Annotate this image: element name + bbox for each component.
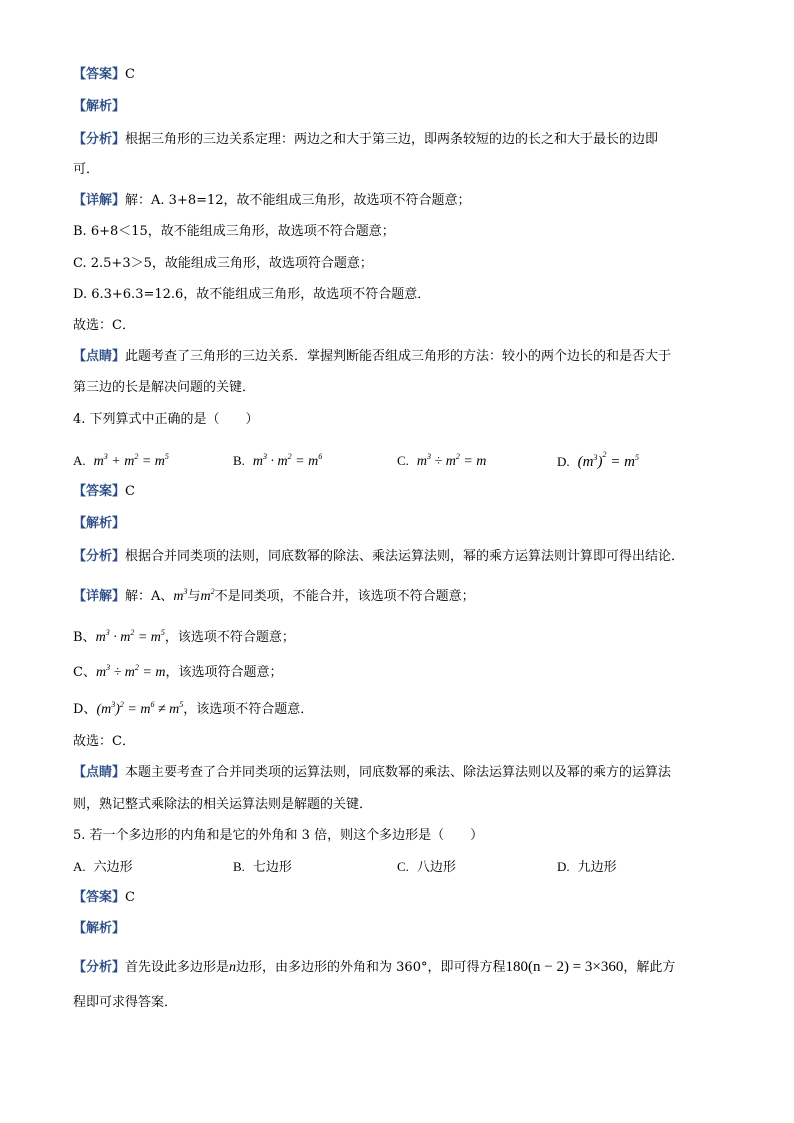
fenxi-text: 根据合并同类项的法则，同底数幂的除法、乘法运算法则，幂的乘方运算法则计算即可得出结论． bbox=[125, 549, 685, 564]
answer-tag: 【答案】 bbox=[73, 890, 126, 905]
b-suffix: ，该选项不符合题意； bbox=[164, 630, 295, 645]
q5-option-c bbox=[397, 858, 456, 877]
fenxi-part3: ，解此方 bbox=[623, 960, 676, 975]
option-label: B. bbox=[233, 859, 245, 874]
fenxi-equation: 180(n − 2) = 3×360 bbox=[505, 959, 624, 975]
xiangjie-tag: 【详解】 bbox=[73, 589, 126, 604]
q4-xiangjie-d: D、$(m^3)^2 = m^6 \ne m^5$，该选项不符合题意． bbox=[73, 700, 314, 717]
fenxi-part2: 边形，由多边形的外角和为 360°，即可得方程 bbox=[236, 960, 506, 975]
fenxi-tag: 【分析】 bbox=[73, 549, 126, 564]
q4-option-d: D. $(m^3)^2 = m^5$ bbox=[557, 450, 639, 470]
dianjing-tag: 【点睛】 bbox=[73, 349, 126, 364]
option-label: A. bbox=[73, 453, 86, 468]
q4-option-b: B. $m^3 \cdot m^2 = m^6$ bbox=[233, 452, 323, 469]
analysis-tag: 【解析】 bbox=[73, 921, 126, 936]
q4-question: 4. 下列算式中正确的是（ ） bbox=[73, 412, 259, 427]
q5-answer-line bbox=[73, 889, 135, 907]
q4-fenxi bbox=[73, 548, 684, 566]
dianjing-text: 此题考查了三角形的三边关系．掌握判断能否组成三角形的方法：较小的两个边长的和是否大于 bbox=[125, 349, 672, 364]
d-suffix: ，该选项不符合题意． bbox=[183, 702, 314, 717]
q4-answer-line bbox=[73, 483, 135, 501]
dianjing-tag: 【点睛】 bbox=[73, 765, 126, 780]
d-prefix: D、 bbox=[73, 702, 97, 717]
answer-value: C bbox=[125, 484, 135, 499]
q3-answer-line bbox=[73, 66, 135, 84]
c-prefix: C、 bbox=[73, 665, 96, 680]
q3-analysis-heading bbox=[73, 98, 125, 116]
fenxi-tag: 【分析】 bbox=[73, 132, 126, 147]
q4-xiangjie-b: B、$m^3 \cdot m^2 = m^5$，该选项不符合题意； bbox=[73, 628, 295, 645]
q3-dianjing-line1 bbox=[73, 348, 671, 366]
c-suffix: ，该选项符合题意； bbox=[165, 665, 283, 680]
xiangjie-mid: 与 bbox=[187, 589, 201, 604]
q4-option-a: A. $m^3 + m^2 = m^5$ bbox=[73, 452, 169, 469]
q4-xiangjie-c: C、$m^3 \div m^2 = m$，该选项符合题意； bbox=[73, 663, 283, 680]
answer-value: C bbox=[125, 67, 135, 82]
xiangjie-text: 解：A. 3+8=12，故不能组成三角形，故选项不符合题意； bbox=[125, 193, 471, 208]
option-label: A. bbox=[73, 859, 86, 874]
q4-choose: 故选：C． bbox=[73, 734, 135, 749]
option-label: D. bbox=[557, 454, 570, 469]
q3-xiangjie-d: D. 6.3+6.3=12.6，故不能组成三角形，故选项不符合题意． bbox=[73, 287, 431, 302]
q5-option-a bbox=[73, 858, 133, 877]
analysis-tag: 【解析】 bbox=[73, 516, 126, 531]
option-label: B. bbox=[233, 453, 245, 468]
option-text: 九边形 bbox=[577, 860, 617, 875]
fenxi-tag: 【分析】 bbox=[73, 960, 126, 975]
xiangjie-suffix: 不是同类项，不能合并，该选项不符合题意； bbox=[214, 589, 475, 604]
option-text: 八边形 bbox=[416, 860, 456, 875]
xiangjie-tag: 【详解】 bbox=[73, 193, 126, 208]
b-prefix: B、 bbox=[73, 630, 96, 645]
analysis-tag: 【解析】 bbox=[73, 99, 126, 114]
option-label: D. bbox=[557, 859, 570, 874]
q3-fenxi-line1 bbox=[73, 131, 658, 149]
answer-tag: 【答案】 bbox=[73, 67, 126, 82]
q3-xiangjie-c: C. 2.5+3＞5，故能组成三角形，故选项符合题意； bbox=[73, 256, 373, 271]
fenxi-variable: n bbox=[229, 960, 237, 975]
q3-fenxi-line2: 可． bbox=[73, 162, 100, 177]
q5-fenxi-line2: 程即可求得答案． bbox=[73, 995, 178, 1010]
q4-xiangjie-a: 【详解】解：A、$m^3$与$m^2$不是同类项，不能合并，该选项不符合题意； bbox=[73, 587, 475, 604]
q3-xiangjie-b: B. 6+8＜15，故不能组成三角形，故选项不符合题意； bbox=[73, 224, 395, 239]
fenxi-text: 根据三角形的三边关系定理：两边之和大于第三边，即两条较短的边的长之和大于最长的边即 bbox=[125, 132, 659, 147]
fenxi-part1: 首先设此多边形是 bbox=[125, 960, 230, 975]
option-text: 六边形 bbox=[93, 860, 133, 875]
option-text: 七边形 bbox=[252, 860, 292, 875]
option-label: C. bbox=[397, 453, 409, 468]
q5-option-d bbox=[557, 858, 617, 877]
dianjing-text: 本题主要考查了合并同类项的运算法则，同底数幂的乘法、除法运算法则以及幂的乘方的运算法 bbox=[125, 765, 672, 780]
q5-analysis-heading bbox=[73, 920, 125, 938]
q5-option-b bbox=[233, 858, 292, 877]
q5-question: 5. 若一个多边形的内角和是它的外角和 3 倍，则这个多边形是（ ） bbox=[73, 828, 484, 843]
answer-tag: 【答案】 bbox=[73, 484, 126, 499]
q4-option-c: C. $m^3 \div m^2 = m$ bbox=[397, 452, 487, 469]
q3-choose: 故选：C． bbox=[73, 318, 135, 333]
q4-analysis-heading bbox=[73, 515, 125, 533]
q3-dianjing-line2: 第三边的长是解决问题的关键． bbox=[73, 380, 256, 395]
xiangjie-prefix: 解：A、 bbox=[125, 589, 174, 604]
q5-fenxi-line1 bbox=[73, 958, 675, 977]
q4-dianjing-line2: 则，熟记整式乘除法的相关运算法则是解题的关键． bbox=[73, 797, 373, 812]
answer-value: C bbox=[125, 890, 135, 905]
option-label: C. bbox=[397, 859, 409, 874]
q3-xiangjie-a bbox=[73, 192, 471, 210]
q4-dianjing-line1 bbox=[73, 764, 671, 782]
